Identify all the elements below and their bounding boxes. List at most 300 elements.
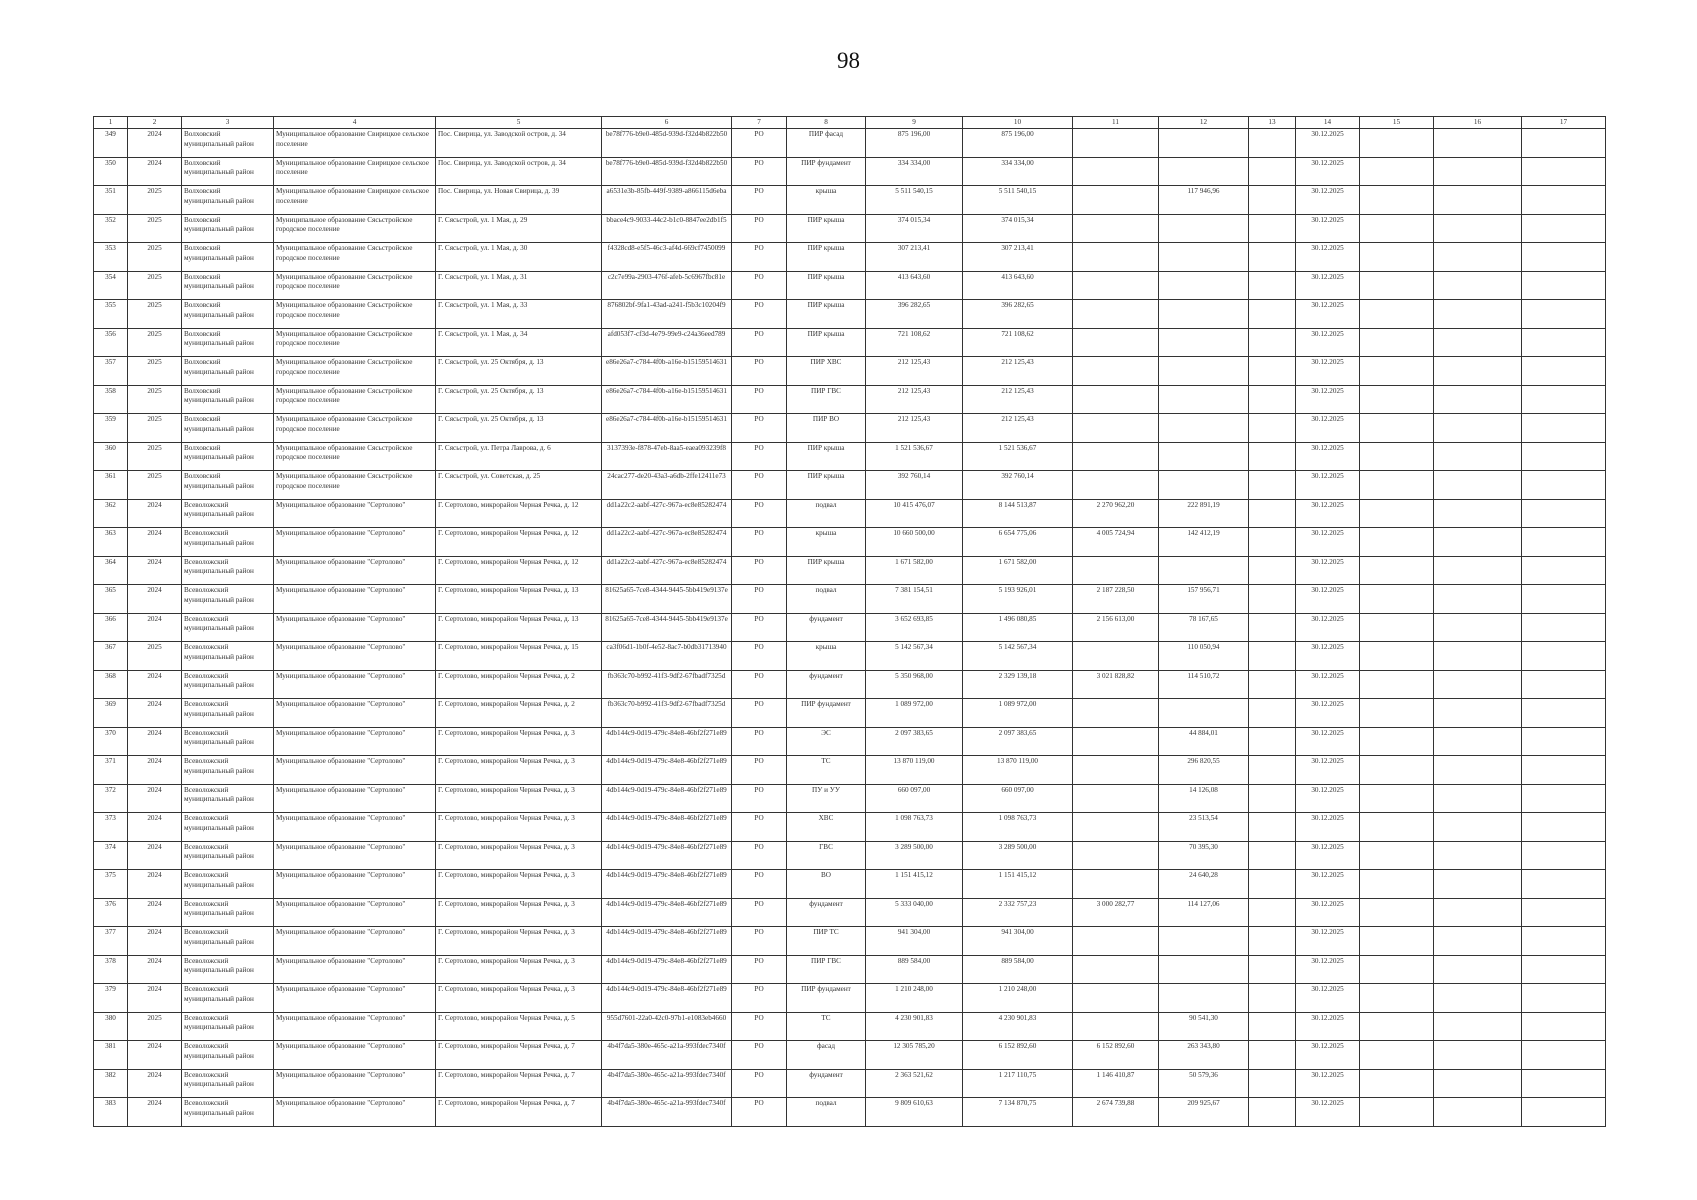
table-header-row [94,117,1606,129]
table-cell: afd053f7-cf3d-4e79-99e9-c24a36eed789 [602,328,732,357]
table-cell [1360,186,1434,215]
table-cell: 370 [94,727,128,756]
table-cell: 30.12.2025 [1296,727,1360,756]
table-cell: Муниципальное образование "Сертолово" [274,898,436,927]
table-cell: Г. Сертолово, микрорайон Черная Речка, д. 12 [436,528,602,557]
table-cell: Всеволожский муниципальный район [182,784,274,813]
table-cell [1249,1012,1296,1041]
table-cell: фундамент [787,898,866,927]
table-cell: ПИР крыша [787,556,866,585]
table-cell: 368 [94,670,128,699]
table-cell: 889 584,00 [866,955,963,984]
table-row [94,756,1606,785]
table-cell: Г. Сертолово, микрорайон Черная Речка, д. 3 [436,927,602,956]
table-cell [1522,870,1606,899]
table-cell: 3 652 693,85 [866,613,963,642]
table-cell: bbace4c9-9033-44c2-b1c0-8847ee2db1f5 [602,214,732,243]
table-row [94,927,1606,956]
table-cell: 5 142 567,34 [963,642,1073,671]
table-cell: 941 304,00 [963,927,1073,956]
table-cell: Муниципальное образование Сясьстройское городское поселение [274,271,436,300]
table-cell [1522,528,1606,557]
table-cell: РО [732,528,787,557]
table-cell: ПИР крыша [787,300,866,329]
table-cell: РО [732,984,787,1013]
table-cell: 660 097,00 [963,784,1073,813]
table-cell [1360,1041,1434,1070]
table-cell: 30.12.2025 [1296,841,1360,870]
table-cell [1159,927,1249,956]
table-cell: 30.12.2025 [1296,955,1360,984]
table-cell [1360,385,1434,414]
table-cell: 392 760,14 [866,471,963,500]
table-cell: Г. Сясьстрой, ул. 1 Мая, д. 29 [436,214,602,243]
table-cell: 30.12.2025 [1296,385,1360,414]
table-cell [1073,870,1159,899]
table-cell: Г. Сертолово, микрорайон Черная Речка, д. 2 [436,670,602,699]
table-row [94,1041,1606,1070]
table-cell [1434,556,1522,585]
table-cell: 2025 [128,328,182,357]
table-cell [1360,499,1434,528]
table-row [94,613,1606,642]
table-cell [1522,613,1606,642]
column-header: 9 [866,117,963,129]
table-cell: 2 156 613,00 [1073,613,1159,642]
table-cell: 30.12.2025 [1296,499,1360,528]
table-cell [1522,328,1606,357]
table-cell [1360,129,1434,158]
table-cell [1360,1012,1434,1041]
table-cell [1434,927,1522,956]
table-cell: РО [732,841,787,870]
table-cell: 212 125,43 [963,385,1073,414]
table-cell: f4328cd8-e5f5-46c3-af4d-669cf7450099 [602,243,732,272]
table-cell: 374 015,34 [963,214,1073,243]
table-cell: 30.12.2025 [1296,157,1360,186]
table-cell [1522,271,1606,300]
table-cell: 24cac277-de20-43a3-a6db-2ffe12411e73 [602,471,732,500]
table-cell: Г. Сясьстрой, ул. 1 Мая, д. 34 [436,328,602,357]
table-cell: ПИР фасад [787,129,866,158]
table-cell: Г. Сертолово, микрорайон Черная Речка, д. 7 [436,1041,602,1070]
table-cell [1249,471,1296,500]
table-cell: Г. Сертолово, микрорайон Черная Речка, д. 3 [436,955,602,984]
table-row [94,870,1606,899]
table-cell: Муниципальное образование "Сертолово" [274,784,436,813]
table-cell [1434,499,1522,528]
table-cell [1522,499,1606,528]
table-cell: 5 511 540,15 [963,186,1073,215]
table-cell: dd1a22c2-aabf-427c-967a-ec8e85282474 [602,528,732,557]
table-cell: Г. Сертолово, микрорайон Черная Речка, д. 15 [436,642,602,671]
table-row [94,186,1606,215]
table-cell: 4b4f7da5-380e-465c-a21a-993fdec7340f [602,1041,732,1070]
table-cell: Г. Сясьстрой, ул. Советская, д. 25 [436,471,602,500]
table-cell: 296 820,55 [1159,756,1249,785]
table-cell [1249,898,1296,927]
table-cell [1522,955,1606,984]
table-cell: 157 956,71 [1159,585,1249,614]
table-cell: Всеволожский муниципальный район [182,556,274,585]
table-cell: 4db144c9-0d19-479c-84e8-46bf2f271e89 [602,927,732,956]
table-cell: 4 230 901,83 [866,1012,963,1041]
table-cell [1522,1069,1606,1098]
table-cell: 30.12.2025 [1296,984,1360,1013]
table-cell [1522,385,1606,414]
table-row [94,528,1606,557]
table-cell: 8 144 513,87 [963,499,1073,528]
table-cell: РО [732,727,787,756]
table-cell: подвал [787,585,866,614]
table-cell: ПИР ГВС [787,385,866,414]
table-cell [1360,927,1434,956]
table-cell [1073,328,1159,357]
table-cell: e86e26a7-c784-4f0b-a16e-b15159514631 [602,385,732,414]
table-cell [1434,642,1522,671]
table-cell: Волховский муниципальный район [182,328,274,357]
table-cell: 30.12.2025 [1296,471,1360,500]
table-cell [1434,300,1522,329]
table-cell: 81625a65-7ce8-4344-9445-5bb419e9137e [602,613,732,642]
table-row [94,784,1606,813]
table-cell [1159,129,1249,158]
table-row [94,499,1606,528]
table-cell [1249,670,1296,699]
table-cell: 367 [94,642,128,671]
table-cell: 2024 [128,528,182,557]
table-cell: 3137393e-f878-47eb-8aa5-eaea093239f8 [602,442,732,471]
table-cell: Волховский муниципальный район [182,186,274,215]
table-cell [1434,870,1522,899]
table-cell: Г. Сертолово, микрорайон Черная Речка, д. 3 [436,727,602,756]
table-cell [1360,727,1434,756]
table-cell [1159,214,1249,243]
table-cell [1073,699,1159,728]
table-cell: 365 [94,585,128,614]
table-cell: Муниципальное образование "Сертолово" [274,813,436,842]
table-cell [1073,385,1159,414]
table-cell: Всеволожский муниципальный район [182,955,274,984]
table-cell: ПИР фундамент [787,699,866,728]
table-cell: Муниципальное образование "Сертолово" [274,1041,436,1070]
table-cell: 889 584,00 [963,955,1073,984]
table-cell: Г. Сертолово, микрорайон Черная Речка, д. 3 [436,898,602,927]
table-cell: 6 152 892,60 [1073,1041,1159,1070]
table-cell [1360,271,1434,300]
table-cell: Пос. Свирица, ул. Заводской остров, д. 34 [436,157,602,186]
table-cell: 307 213,41 [963,243,1073,272]
table-cell: РО [732,300,787,329]
table-cell: 1 089 972,00 [963,699,1073,728]
table-cell: 9 809 610,63 [866,1098,963,1127]
table-cell [1434,613,1522,642]
table-cell: РО [732,442,787,471]
table-cell: 377 [94,927,128,956]
table-cell [1434,699,1522,728]
column-header: 14 [1296,117,1360,129]
table-cell: 30.12.2025 [1296,756,1360,785]
table-cell [1360,955,1434,984]
table-cell: РО [732,385,787,414]
table-cell: 2025 [128,186,182,215]
table-cell: 30.12.2025 [1296,927,1360,956]
table-cell: 369 [94,699,128,728]
table-cell: крыша [787,186,866,215]
table-cell: Г. Сертолово, микрорайон Черная Речка, д. 3 [436,841,602,870]
table-cell: 212 125,43 [866,414,963,443]
table-cell: 2024 [128,984,182,1013]
table-cell: 1 098 763,73 [866,813,963,842]
table-row [94,841,1606,870]
table-cell [1522,984,1606,1013]
table-cell: 372 [94,784,128,813]
table-cell: РО [732,471,787,500]
table-cell: 360 [94,442,128,471]
table-cell: Всеволожский муниципальный район [182,898,274,927]
table-cell: Волховский муниципальный район [182,300,274,329]
table-cell [1159,385,1249,414]
table-cell [1434,528,1522,557]
table-cell: 875 196,00 [866,129,963,158]
table-cell [1249,1041,1296,1070]
table-cell: 23 513,54 [1159,813,1249,842]
table-cell: 353 [94,243,128,272]
table-cell: 354 [94,271,128,300]
table-cell: ПИР крыша [787,442,866,471]
table-cell: РО [732,813,787,842]
table-cell: ТС [787,1012,866,1041]
table-cell: 356 [94,328,128,357]
table-cell: 2024 [128,784,182,813]
table-cell: 2024 [128,955,182,984]
table-cell: 263 343,80 [1159,1041,1249,1070]
table-row [94,271,1606,300]
table-cell: 30.12.2025 [1296,1041,1360,1070]
table-cell: Волховский муниципальный район [182,414,274,443]
table-cell [1434,898,1522,927]
table-cell: 30.12.2025 [1296,129,1360,158]
table-cell: 24 640,28 [1159,870,1249,899]
table-cell: 2025 [128,642,182,671]
table-cell: 2024 [128,870,182,899]
table-cell: 4db144c9-0d19-479c-84e8-46bf2f271e89 [602,813,732,842]
table-cell: 2025 [128,271,182,300]
table-cell [1249,385,1296,414]
table-cell [1434,670,1522,699]
table-cell [1360,414,1434,443]
table-cell: 2025 [128,214,182,243]
table-cell: 2024 [128,129,182,158]
table-cell: 4b4f7da5-380e-465c-a21a-993fdec7340f [602,1098,732,1127]
table-cell [1434,1098,1522,1127]
table-cell: РО [732,670,787,699]
table-cell: Волховский муниципальный район [182,129,274,158]
table-cell: 142 412,19 [1159,528,1249,557]
table-cell [1073,271,1159,300]
table-cell [1249,756,1296,785]
table-cell: 350 [94,157,128,186]
column-header: 5 [436,117,602,129]
table-cell: РО [732,157,787,186]
table-cell: Всеволожский муниципальный район [182,1098,274,1127]
table-cell: 2024 [128,699,182,728]
table-cell: Г. Сертолово, микрорайон Черная Речка, д. 5 [436,1012,602,1041]
table-cell [1434,1012,1522,1041]
table-cell [1159,442,1249,471]
table-cell: 4b4f7da5-380e-465c-a21a-993fdec7340f [602,1069,732,1098]
table-cell: ПИР ХВС [787,357,866,386]
table-cell: be78f776-b9e0-485d-939d-f32d4b822b50 [602,129,732,158]
table-cell [1360,243,1434,272]
table-row [94,442,1606,471]
table-cell: 352 [94,214,128,243]
table-cell: Г. Сертолово, микрорайон Черная Речка, д. 3 [436,784,602,813]
table-cell: ПИР крыша [787,328,866,357]
table-cell: 114 127,06 [1159,898,1249,927]
table-cell: 2025 [128,442,182,471]
table-cell [1360,642,1434,671]
table-cell [1249,1098,1296,1127]
table-cell: крыша [787,528,866,557]
table-cell: 13 870 119,00 [866,756,963,785]
table-cell: 1 210 248,00 [963,984,1073,1013]
table-cell: 2 674 739,88 [1073,1098,1159,1127]
table-cell: Г. Сертолово, микрорайон Черная Речка, д. 12 [436,499,602,528]
table-cell: Муниципальное образование "Сертолово" [274,984,436,1013]
table-cell: Всеволожский муниципальный район [182,528,274,557]
table-cell: Всеволожский муниципальный район [182,927,274,956]
table-cell: 2024 [128,898,182,927]
column-header: 3 [182,117,274,129]
table-cell: fb363c70-b992-41f3-9df2-67fbadf7325d [602,670,732,699]
table-cell [1522,898,1606,927]
table-cell: 2024 [128,670,182,699]
table-cell: РО [732,1069,787,1098]
table-cell: Г. Сертолово, микрорайон Черная Речка, д. 7 [436,1098,602,1127]
table-cell: 5 350 968,00 [866,670,963,699]
table-cell: Г. Сертолово, микрорайон Черная Речка, д. 3 [436,813,602,842]
table-cell: РО [732,585,787,614]
table-cell: 351 [94,186,128,215]
column-header: 6 [602,117,732,129]
table-cell [1522,471,1606,500]
table-cell [1073,442,1159,471]
table-cell [1360,328,1434,357]
table-cell: 1 151 415,12 [866,870,963,899]
table-cell [1360,471,1434,500]
table-cell: 30.12.2025 [1296,670,1360,699]
table-cell: 78 167,65 [1159,613,1249,642]
table-cell [1360,870,1434,899]
table-cell: 2025 [128,385,182,414]
table-cell [1073,300,1159,329]
table-cell: 4db144c9-0d19-479c-84e8-46bf2f271e89 [602,984,732,1013]
table-cell: подвал [787,1098,866,1127]
table-cell: 1 671 582,00 [963,556,1073,585]
table-row [94,670,1606,699]
table-cell: фасад [787,1041,866,1070]
table-cell [1249,613,1296,642]
table-cell [1434,471,1522,500]
table-cell [1073,357,1159,386]
table-cell [1249,841,1296,870]
table-cell: 875 196,00 [963,129,1073,158]
table-cell: Муниципальное образование "Сертолово" [274,727,436,756]
table-cell: 30.12.2025 [1296,813,1360,842]
table-cell: 2024 [128,499,182,528]
table-cell: 380 [94,1012,128,1041]
table-row [94,727,1606,756]
column-header: 7 [732,117,787,129]
table-cell: 1 496 080,85 [963,613,1073,642]
table-cell: 363 [94,528,128,557]
table-cell [1522,727,1606,756]
table-cell: РО [732,214,787,243]
table-cell [1360,984,1434,1013]
table-row [94,357,1606,386]
table-cell: РО [732,1041,787,1070]
table-cell: 30.12.2025 [1296,613,1360,642]
table-cell [1434,841,1522,870]
table-cell: Муниципальное образование "Сертолово" [274,585,436,614]
table-cell: РО [732,186,787,215]
table-cell: 2 187 228,50 [1073,585,1159,614]
table-cell: 6 152 892,60 [963,1041,1073,1070]
table-row [94,556,1606,585]
table-cell [1522,186,1606,215]
table-cell: крыша [787,642,866,671]
table-cell [1434,585,1522,614]
table-cell [1249,129,1296,158]
table-cell: Муниципальное образование "Сертолово" [274,927,436,956]
table-cell [1073,186,1159,215]
table-cell: 10 660 500,00 [866,528,963,557]
table-cell: РО [732,642,787,671]
table-cell: ПИР ГВС [787,955,866,984]
table-cell: Всеволожский муниципальный район [182,1041,274,1070]
table-cell: 2025 [128,1012,182,1041]
table-cell: 212 125,43 [963,357,1073,386]
table-cell [1249,984,1296,1013]
table-cell: ПИР ТС [787,927,866,956]
table-cell: Г. Сертолово, микрорайон Черная Речка, д. 13 [436,585,602,614]
table-cell [1522,157,1606,186]
table-cell [1434,984,1522,1013]
table-cell: 381 [94,1041,128,1070]
table-cell [1522,1098,1606,1127]
table-cell [1360,898,1434,927]
table-cell [1159,300,1249,329]
table-cell [1434,357,1522,386]
table-cell [1522,442,1606,471]
table-cell: Муниципальное образование Сясьстройское городское поселение [274,442,436,471]
table-cell: 4 005 724,94 [1073,528,1159,557]
table-cell [1249,186,1296,215]
table-cell [1073,756,1159,785]
table-cell: Г. Сясьстрой, ул. Петра Лаврова, д. 6 [436,442,602,471]
table-cell: Всеволожский муниципальный район [182,499,274,528]
table-cell [1249,499,1296,528]
table-row [94,642,1606,671]
table-cell: 10 415 476,07 [866,499,963,528]
table-cell: РО [732,499,787,528]
table-cell: Всеволожский муниципальный район [182,841,274,870]
table-cell [1360,841,1434,870]
table-cell [1249,271,1296,300]
table-cell: 2024 [128,585,182,614]
table-cell: Всеволожский муниципальный район [182,1012,274,1041]
